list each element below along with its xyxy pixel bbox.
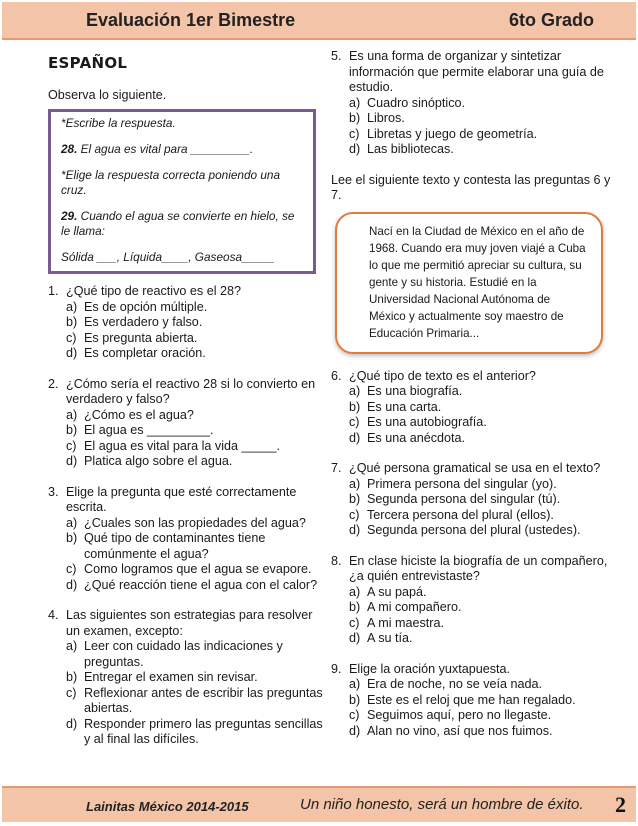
option-letter: d) <box>66 716 78 731</box>
option-list <box>349 96 611 158</box>
question-text: ¿Qué tipo de texto es el anterior? <box>349 368 536 383</box>
option-list <box>66 516 324 594</box>
footer-credit: Lainitas México 2014-2015 <box>86 799 249 814</box>
option-text: Seguimos aquí, pero no llegaste. <box>367 708 552 722</box>
option-text: Qué tipo de contaminantes tiene comúnmente el agua? <box>84 531 266 561</box>
option-letter: a) <box>66 515 78 530</box>
question-5 <box>331 49 611 158</box>
option-list <box>349 477 611 539</box>
option-list <box>349 384 611 446</box>
question-stem <box>48 284 324 300</box>
option-text: Cuadro sinóptico. <box>367 95 466 110</box>
answer-option <box>349 508 611 524</box>
option-list <box>66 300 324 362</box>
option-text: Alan no vino, así que nos fuimos. <box>367 723 553 738</box>
answer-option <box>66 531 324 562</box>
answer-option <box>349 384 611 400</box>
option-text: El agua es _________. <box>84 423 214 437</box>
option-letter: c) <box>66 685 77 700</box>
option-letter: b) <box>349 600 361 614</box>
option-letter: c) <box>66 330 77 345</box>
answer-option <box>349 111 611 127</box>
option-letter: c) <box>349 615 360 630</box>
option-text: Es pregunta abierta. <box>84 330 198 345</box>
option-text: Es completar oración. <box>84 346 206 360</box>
option-text: Segunda persona del plural (ustedes). <box>367 523 581 537</box>
option-letter: a) <box>349 95 361 110</box>
page-number: 2 <box>615 792 626 817</box>
answer-option <box>66 346 324 362</box>
option-text: ¿Qué reacción tiene el agua con el calor? <box>84 577 318 592</box>
option-letter: d) <box>66 346 78 360</box>
option-text: Entregar el examen sin revisar. <box>84 670 258 684</box>
option-text: A su papá. <box>367 584 427 599</box>
box-instruction-write: *Escribe la respuesta. <box>61 116 176 130</box>
option-text: A su tía. <box>367 631 413 645</box>
option-text: Es una autobiografía. <box>367 415 487 429</box>
option-text: Es una biografía. <box>367 384 463 398</box>
answer-option <box>349 631 611 647</box>
answer-option <box>349 708 611 724</box>
grade-label: 6to Grado <box>508 10 594 30</box>
option-letter: b) <box>66 670 78 684</box>
answer-option <box>66 300 324 316</box>
question-text: ¿Qué persona gramatical se usa en el texto? <box>349 461 601 475</box>
option-text: ¿Cuales son las propiedades del agua? <box>84 515 306 530</box>
page-header <box>2 2 636 40</box>
right-column <box>331 49 611 754</box>
answer-option <box>66 423 324 439</box>
answer-option <box>349 724 611 740</box>
option-letter: c) <box>349 126 360 141</box>
question-number: 4. <box>48 608 59 622</box>
option-letter: b) <box>66 315 78 329</box>
option-text: Libretas y juego de geometría. <box>367 126 538 141</box>
box-answer-choices: Sólida ___, Líquida____, Gaseosa_____ <box>61 250 275 264</box>
question-text: ¿Cómo sería el reactivo 28 si lo convierto en verdadero y falso? <box>66 376 316 406</box>
question-text: ¿Qué tipo de reactivo es el 28? <box>66 284 242 298</box>
option-letter: c) <box>349 415 360 429</box>
question-4 <box>48 608 324 748</box>
answer-option <box>349 693 611 709</box>
answer-option <box>349 96 611 112</box>
option-letter: d) <box>349 142 361 156</box>
box-question-28: 28. El agua es vital para _________. <box>61 142 254 156</box>
option-letter: c) <box>66 562 77 576</box>
exam-title: Evaluación 1er Bimestre <box>86 10 296 30</box>
option-letter: d) <box>349 523 361 537</box>
question-stem <box>331 461 611 477</box>
answer-option <box>349 415 611 431</box>
question-number: 6. <box>331 368 342 383</box>
question-number: 2. <box>48 376 59 391</box>
answer-option <box>349 523 611 539</box>
box-instruction-cross: *Elige la respuesta correcta poniendo una cruz. <box>61 168 281 197</box>
question-number: 7. <box>331 461 342 475</box>
answer-option <box>66 639 324 670</box>
option-text: Las bibliotecas. <box>367 142 454 156</box>
option-letter: b) <box>349 111 361 125</box>
option-letter: c) <box>349 708 360 722</box>
option-text: Leer con cuidado las indicaciones y preguntas. <box>84 639 283 669</box>
left-question-list <box>48 284 324 748</box>
option-text: Segunda persona del singular (tú). <box>367 492 561 506</box>
answer-option <box>66 315 324 331</box>
option-text: Responder primero las preguntas sencillas y al final las difíciles. <box>84 716 323 746</box>
option-list <box>349 585 611 647</box>
option-text: Era de noche, no se veía nada. <box>367 677 543 691</box>
question-7 <box>331 461 611 539</box>
question-8 <box>331 554 611 647</box>
option-letter: d) <box>66 577 78 592</box>
option-letter: a) <box>66 299 78 314</box>
option-text: Libros. <box>367 111 405 125</box>
question-3 <box>48 485 324 594</box>
answer-option <box>349 600 611 616</box>
answer-option <box>66 331 324 347</box>
answer-option <box>66 562 324 578</box>
question-text: Es una forma de organizar y sintetizar información que permite elaborar una guía de estudio. <box>349 49 604 94</box>
question-9 <box>331 662 611 740</box>
option-text: Como logramos que el agua se evapore. <box>84 562 312 576</box>
option-text: Es de opción múltiple. <box>84 299 208 314</box>
answer-option <box>66 454 324 470</box>
option-letter: c) <box>349 507 360 522</box>
option-text: Es una carta. <box>367 399 442 414</box>
option-text: ¿Cómo es el agua? <box>84 407 194 422</box>
question-stem <box>48 608 324 639</box>
answer-option <box>349 127 611 143</box>
option-list <box>66 639 324 748</box>
option-text: Platica algo sobre el agua. <box>84 454 233 468</box>
option-letter: b) <box>349 692 361 707</box>
option-letter: a) <box>349 476 361 491</box>
option-text: Reflexionar antes de escribir las preguntas abiertas. <box>84 685 323 715</box>
option-letter: b) <box>349 399 361 414</box>
box-question-29: 29. Cuando el agua se convierte en hielo, se le llama: <box>61 209 295 238</box>
option-text: Primera persona del singular (yo). <box>367 476 557 491</box>
option-text: Es verdadero y falso. <box>84 315 203 329</box>
subject-title: ESPAÑOL <box>48 54 128 72</box>
question-2 <box>48 377 324 470</box>
option-letter: a) <box>66 639 78 653</box>
question-stem <box>331 49 611 96</box>
option-letter: d) <box>66 454 78 468</box>
answer-option <box>349 431 611 447</box>
answer-option <box>66 670 324 686</box>
question-6 <box>331 369 611 447</box>
question-stem <box>48 377 324 408</box>
option-letter: a) <box>349 677 361 691</box>
left-column <box>48 56 324 763</box>
option-letter: d) <box>349 723 361 738</box>
answer-option <box>66 578 324 594</box>
answer-option <box>349 477 611 493</box>
option-letter: c) <box>66 438 77 453</box>
question-number: 1. <box>48 284 59 298</box>
answer-option <box>349 616 611 632</box>
question-stem <box>331 662 611 678</box>
question-stem <box>331 554 611 585</box>
option-letter: b) <box>66 423 78 437</box>
option-text: Tercera persona del plural (ellos). <box>367 507 554 522</box>
option-text: A mi compañero. <box>367 600 462 614</box>
reading-instruction: Lee el siguiente texto y contesta las preguntas 6 y 7. <box>331 172 611 202</box>
question-text: Las siguientes son estrategias para resolver un examen, excepto: <box>66 608 313 638</box>
reading-text-box <box>335 212 603 354</box>
option-list <box>66 408 324 470</box>
option-letter: b) <box>349 492 361 506</box>
answer-option <box>66 686 324 717</box>
answer-option <box>349 142 611 158</box>
question-number: 3. <box>48 484 59 499</box>
question-stem <box>48 485 324 516</box>
option-text: Este es el reloj que me han regalado. <box>367 692 576 707</box>
option-text: A mi maestra. <box>367 615 444 630</box>
reading-text: Nací en la Ciudad de México en el año de 1968. Cuando era muy joven viajé a Cuba lo que me permitió apreciar su cultura, su gente y su historia. Estudié en la Universidad Nacional Autónoma de México y actualmente soy maestro de Educación Primaria... <box>369 224 586 340</box>
answer-option <box>66 516 324 532</box>
page-footer <box>2 786 636 822</box>
option-letter: b) <box>66 531 78 545</box>
question-text: Elige la oración yuxtapuesta. <box>349 661 511 676</box>
question-number: 9. <box>331 661 342 676</box>
answer-option <box>349 400 611 416</box>
footer-motto: Un niño honesto, será un hombre de éxito. <box>300 796 584 813</box>
question-text: Elige la pregunta que esté correctamente escrita. <box>66 484 297 514</box>
answer-option <box>66 408 324 424</box>
right-question-list <box>331 369 611 740</box>
option-list <box>349 677 611 739</box>
option-letter: a) <box>349 384 361 398</box>
question-number: 8. <box>331 553 342 568</box>
option-text: El agua es vital para la vida _____. <box>84 438 281 453</box>
question-text: En clase hiciste la biografía de un compañero, ¿a quién entrevistaste? <box>349 553 608 583</box>
instruction-box <box>48 109 316 274</box>
question-1 <box>48 284 324 362</box>
option-letter: d) <box>349 631 361 645</box>
answer-option <box>349 492 611 508</box>
option-letter: a) <box>66 407 78 422</box>
answer-option <box>66 717 324 748</box>
option-letter: d) <box>349 430 361 445</box>
question-stem <box>331 369 611 385</box>
question-number: 5. <box>331 49 342 63</box>
intro-text: Observa lo siguiente. <box>48 87 167 102</box>
option-text: Es una anécdota. <box>367 430 466 445</box>
answer-option <box>349 585 611 601</box>
option-letter: a) <box>349 584 361 599</box>
answer-option <box>349 677 611 693</box>
answer-option <box>66 439 324 455</box>
